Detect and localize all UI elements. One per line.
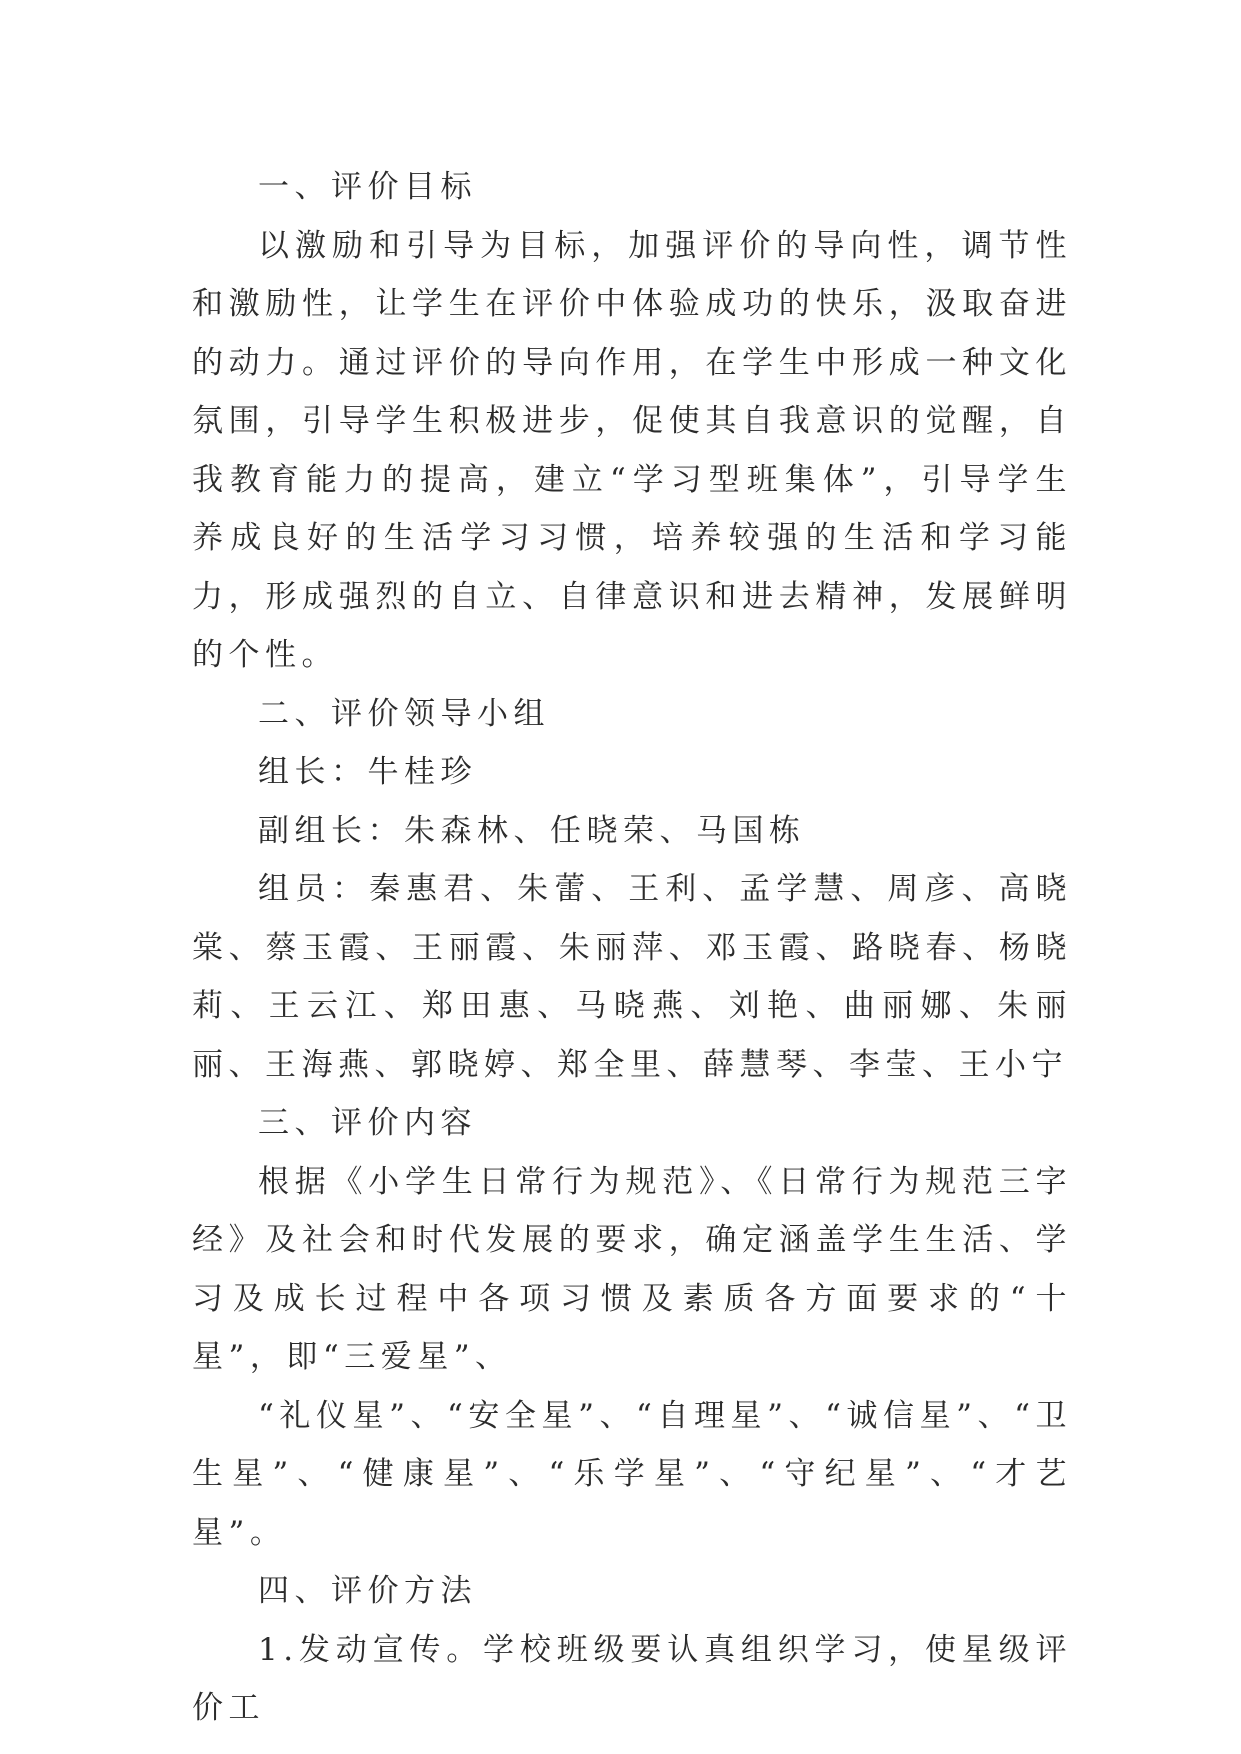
paragraph-evaluation-content: 根据《小学生日常行为规范》、《日常行为规范三字经》及社会和时代发展的要求，确定涵盖学生生活、学习及成长过程中各项习惯及素质各方面要求的“十星”，即“三爱星”、 [192, 1163, 1072, 1375]
section-heading-evaluation-goal: 一、评价目标 [258, 169, 477, 205]
paragraph-ten-stars-list: “礼仪星”、“安全星”、“自理星”、“诚信星”、“卫生星”、“健康星”、“乐学星”、“守纪星”、“才艺星”。 [192, 1397, 1072, 1551]
section-heading-evaluation-method: 四、评价方法 [258, 1573, 477, 1609]
paragraph-group-leader: 组长：牛桂珍 [258, 754, 477, 790]
paragraph-evaluation-goal: 以激励和引导为目标，加强评价的导向性，调节性和激励性，让学生在评价中体验成功的快乐，汲取奋进的动力。通过评价的导向作用，在学生中形成一种文化氛围，引导学生积极进步，促使其自我意识的觉醒，自我教育能力的提高，建立“学习型班集体”，引导学生养成良好的生活学习习惯，培养较强的生活和学习能力，形成强烈的自立、自律意识和进去精神，发展鲜明的个性。 [192, 227, 1072, 673]
paragraph-group-members: 组员：秦惠君、朱蕾、王利、孟学慧、周彦、高晓棠、蔡玉霞、王丽霞、朱丽萍、邓玉霞、路晓春、杨晓莉、王云江、郑田惠、马晓燕、刘艳、曲丽娜、朱丽丽、王海燕、郭晓婷、郑全里、薛慧琴、李莹、王小宁 [192, 871, 1072, 1083]
document-body [192, 158, 1072, 1738]
paragraph-method-step-1: 1.发动宣传。学校班级要认真组织学习，使星级评价工 [192, 1631, 1072, 1726]
paragraph-deputy-leaders: 副组长：朱森林、任晓荣、马国栋 [258, 812, 806, 849]
section-heading-evaluation-content: 三、评价内容 [258, 1105, 477, 1141]
section-heading-leadership-group: 二、评价领导小组 [258, 695, 550, 732]
